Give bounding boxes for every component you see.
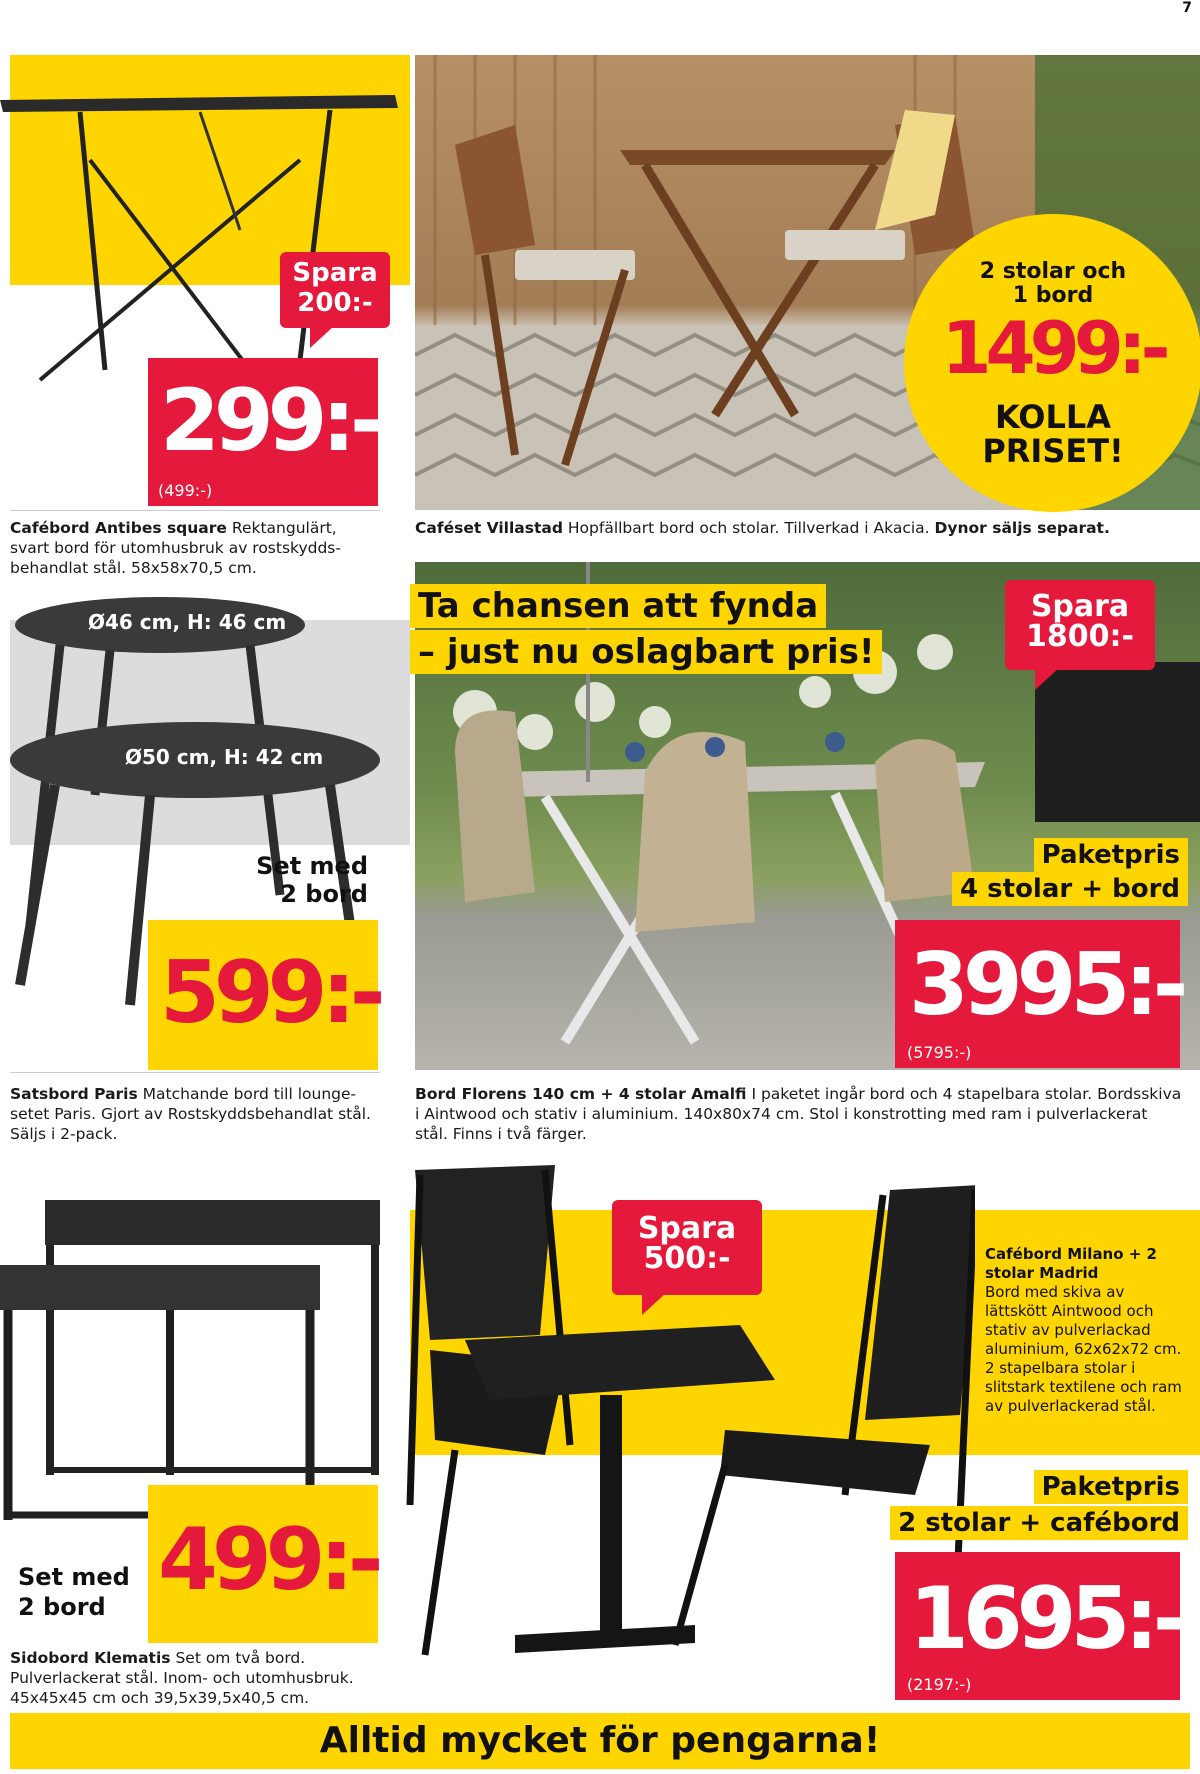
klematis-set-label: Set med 2 bord [18,1563,130,1621]
page-number: 7 [1182,0,1192,16]
milano-description [985,1245,1190,1416]
paris-title: Satsbord Paris [10,1085,138,1103]
florens-title: Bord Florens 140 cm + 4 stolar Amalfi [415,1085,747,1103]
antibes-save-badge: Spara 200:- [280,252,390,328]
paris-divider [10,1072,380,1073]
florens-package-line2: 4 stolar + bord [952,872,1188,906]
villastad-cushion-note: Dynor säljs separat. [934,519,1110,537]
paris-dim-bottom: Ø50 cm, H: 42 cm [125,745,324,769]
florens-price: 3995:- [909,935,1183,1035]
footer-slogan: Alltid mycket för pengarna! [319,1720,881,1761]
milano-save-badge: Spara 500:- [612,1200,762,1295]
milano-price: 1695:- [909,1569,1183,1669]
florens-headline-line1: Ta chansen att fynda [410,584,826,628]
klematis-price: 499:- [158,1510,378,1610]
milano-package-line2: 2 stolar + cafébord [890,1506,1188,1540]
villastad-price: 1499:- [941,306,1165,390]
milano-old-price: (2197:-) [907,1675,972,1694]
milano-package-line1: Paketpris [1034,1470,1188,1504]
klematis-tables-image [0,1195,400,1525]
florens-save-badge: Spara 1800:- [1005,580,1155,670]
villastad-badge-line2: 1 bord [1012,283,1094,308]
villastad-description [415,518,1195,538]
villastad-title: Caféset Villastad [415,519,563,537]
villastad-desc-text: Hopfällbart bord och stolar. Tillverkad i Akacia. [567,519,930,537]
florens-old-price: (5795:-) [907,1043,972,1062]
antibes-price-box [148,358,378,506]
milano-price-box [895,1552,1183,1700]
paris-price: 599:- [160,943,380,1043]
florens-headline-line2: – just nu oslagbart pris! [410,630,882,674]
klematis-title: Sidobord Klematis [10,1649,171,1667]
florens-package-line1: Paketpris [1034,838,1188,872]
villastad-price-badge [910,220,1196,506]
klematis-description [10,1648,380,1708]
antibes-description [10,518,370,578]
antibes-divider [10,510,380,511]
paris-dim-top: Ø46 cm, H: 46 cm [88,610,287,634]
paris-price-box [148,920,378,1070]
paris-set-label: Set med 2 bord [256,852,368,908]
klematis-desc-text: Set om två bord. Pulverlackerat stål. Inom- och utomhusbruk. 45x45x45 cm och 39,5x39,5x40,5 cm. [10,1649,354,1707]
antibes-title: Cafébord Antibes square [10,519,227,537]
footer-banner [10,1713,1190,1769]
paris-desc-text: Matchande bord till lounge-setet Paris. Gjort av Rostskyddsbehandlat stål. Säljs i 2-pack. [10,1085,371,1143]
antibes-price: 299:- [160,371,380,471]
antibes-desc-text: Rektangulärt, svart bord för utomhusbruk av rostskydds-behandlat stål. 58x58x70,5 cm. [10,519,341,577]
florens-price-box [895,920,1183,1068]
paris-description [10,1084,375,1144]
villastad-badge-line1: 2 stolar och [979,259,1127,284]
milano-title: Cafébord Milano + 2 stolar Madrid [985,1245,1157,1282]
milano-desc-text: Bord med skiva av lättskött Aintwood och stativ av pulverlackad aluminium, 62x62x72 cm. 2 stapelbara stolar i slitstark textilene och ram av pulverlackerad stål. [985,1283,1182,1415]
antibes-old-price: (499:-) [158,481,213,500]
florens-desc-text: I paketet ingår bord och 4 stapelbara stolar. Bordsskiva i Aintwood och stativ i aluminium. 140x80x74 cm. Stol i konstrotting med ram i pulverlackerat stål. Finns i två färger. [415,1085,1182,1143]
villastad-badge-cta: KOLLA PRISET! [982,398,1124,470]
klematis-price-box [148,1485,378,1643]
florens-description [415,1084,1185,1144]
